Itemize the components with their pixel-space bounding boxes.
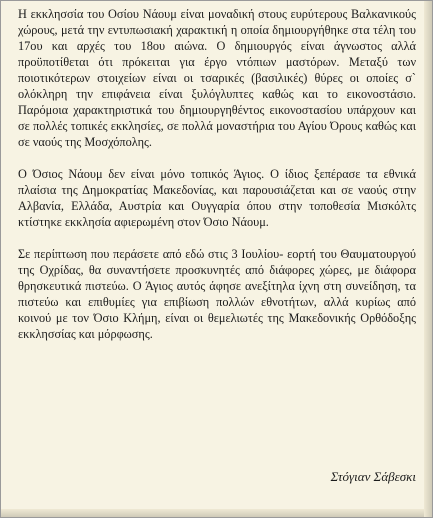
paragraph-feast-day: Σε περίπτωση που περάσετε από εδώ στις 3 Ιουλίου- εορτή του Θαυματουργού της Οχρίδας, θα συναντήσετε προσκυνητές από διάφορες χώρες, με διάφορα θρησκευτικά πιστεύω. Ο Άγιος αυτός άφησε ανεξίτηλα ίχνη στη συνείδηση, τα πιστεύω και επιθυμίες για επιβίωση πολλών εθνοτήτων, αλλά κυρίως από κοινού με τον Όσιο Κλήμη, είναι οι θεμελιωτές της Μακεδονικής Ορθόδοξης εκκλησσίας και μόρφωσης. [18, 247, 416, 341]
paragraph-church-carvings: Η εκκλησσία του Οσίου Νάουμ είναι μοναδική στους ευρύτερους Βαλκανικούς χώρους, μετά την εντυπωσιακή χαρακτική η οποία δημιουργήθηκε στα τέλη του 17ου και αρχές του 18ου αιώνα. Ο δημιουργός είναι άγνωστος αλλά προϋποτίθεται ότι πρόκειται για έργο ντόπιων μαστόρων. Μεταξύ των ποιοτικότερων στοιχείων είναι οι τσαρικές (βασιλικές) θύρες οι οποίες σ` ολόκληρη την επιφάνεια είναι ξυλόγλυπτες καθώς και το εικονοστάσιο. Παρόμοια χαρακτηριστικά του δημιουργηθέντος εικονοστασίου υπάρχουν και σε πολλές τοπικές εκκλησίες, σε πολλά μοναστήρια του Αγίου Όρους καθώς και σε ναούς της Μοσχόπολης. [18, 7, 416, 149]
paragraph-saint-naum: Ο Όσιος Νάουμ δεν είναι μόνο τοπικός Άγιος. Ο ίδιος ξεπέρασε τα εθνικά πλαίσια της Δημοκρατίας Μακεδονίας, και παρουσιάζεται και σε ναούς στην Αλβανία, Ελλάδα, Αυστρία και Ουγγαρία όπου στην τοποθεσία Μισκόλτς κτίστηκε εκκλησία αφιερωμένη στον Όσιο Νάουμ. [18, 167, 416, 229]
document-body [18, 6, 416, 358]
author-signature: Στόγιαν Σάβεσκι [330, 469, 416, 484]
